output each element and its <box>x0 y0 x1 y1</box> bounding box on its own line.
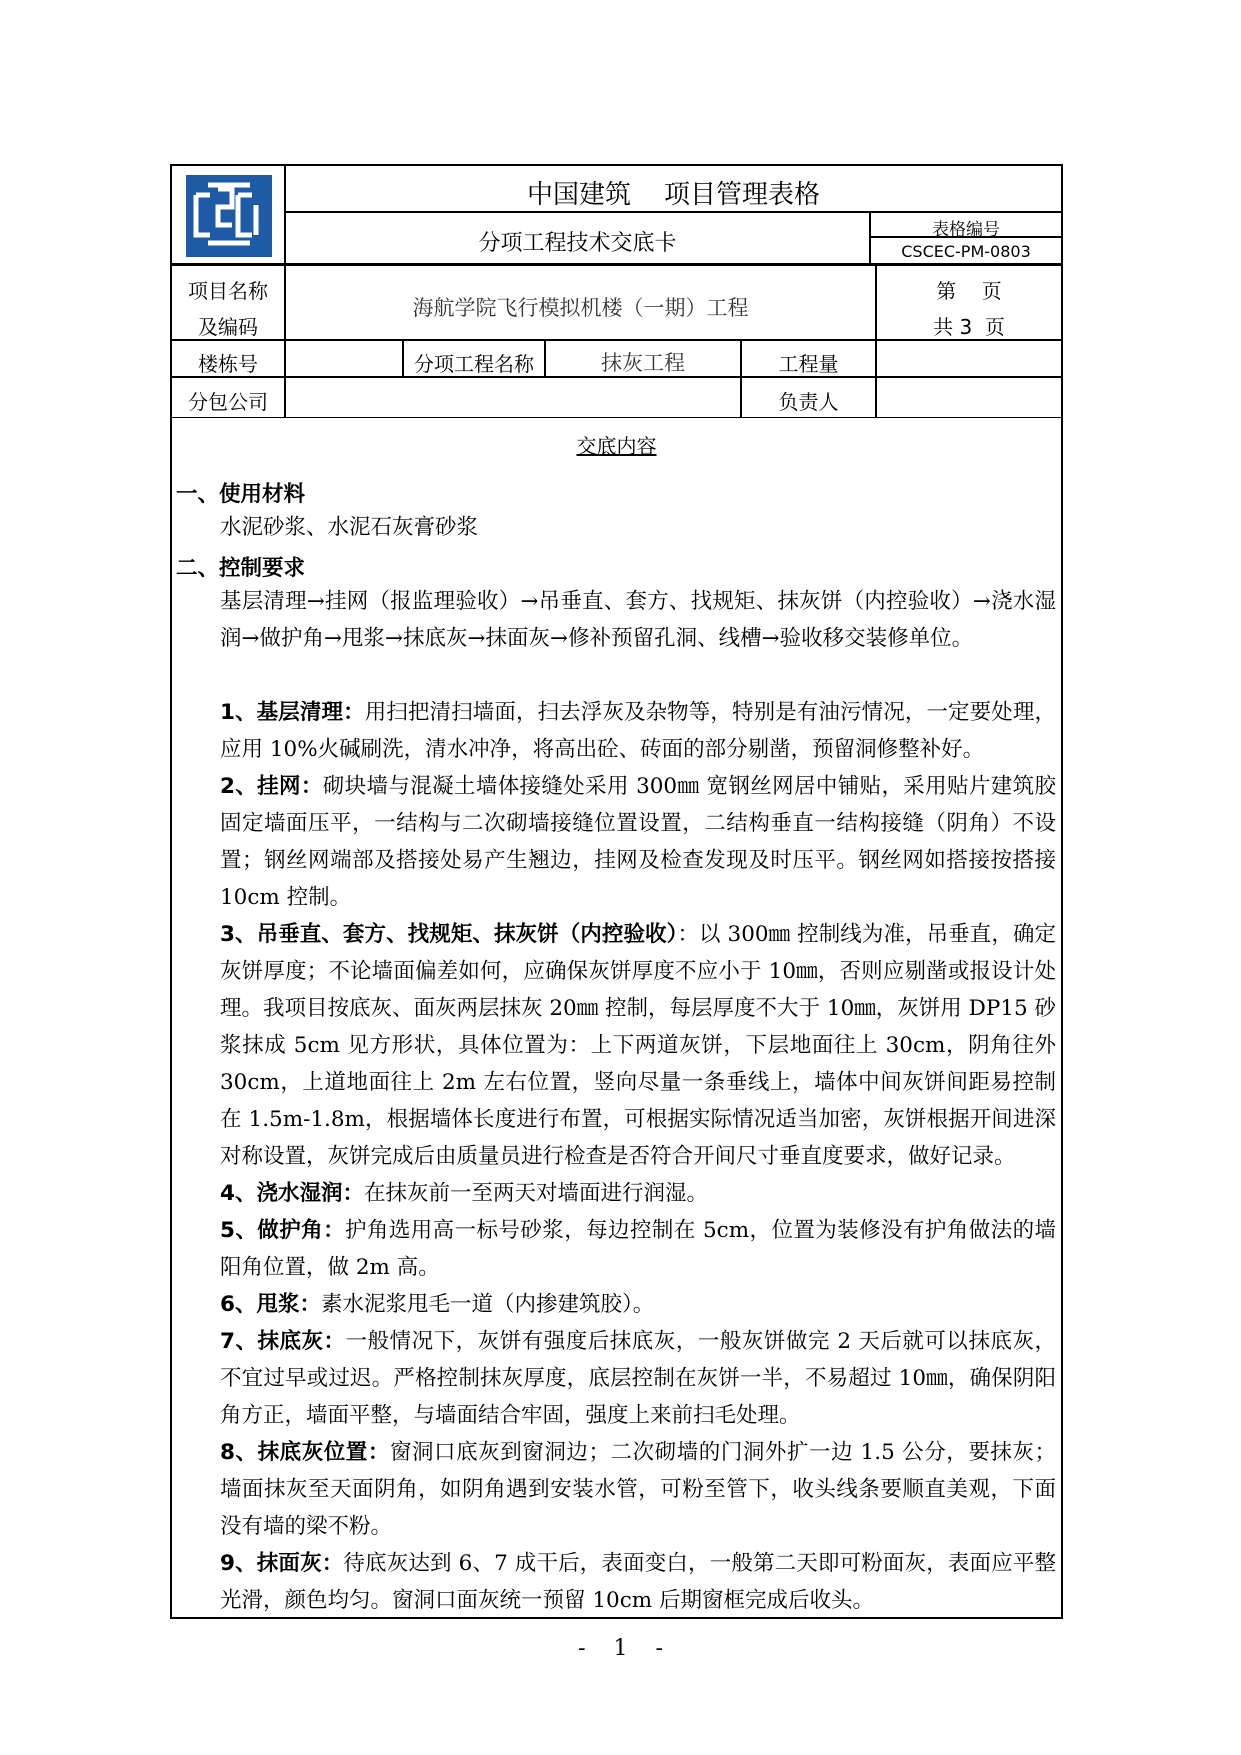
subcontractor-label-cell <box>170 376 286 418</box>
item-5 <box>176 1212 1056 1286</box>
section-1-text <box>176 509 1056 546</box>
page-line-1: 第 页 <box>936 279 1002 303</box>
item-8-title: 8、抹底灰位置： <box>220 1440 390 1465</box>
project-label-cell <box>170 265 286 341</box>
page-count-cell <box>875 265 1063 341</box>
section-2-title: 二、控制要求 <box>176 556 306 581</box>
form-name-cell <box>284 211 871 265</box>
quantity-label-cell <box>740 339 877 378</box>
item-5-text: 护角选用高一标号砂浆，每边控制在 5cm，位置为装修没有护角做法的墙阳角位置，做 2m 高。 <box>220 1218 1056 1280</box>
item-9-title: 9、抹面灰： <box>220 1551 344 1576</box>
subcontractor-value-cell <box>284 376 742 418</box>
item-1-text: 用扫把清扫墙面，扫去浮灰及杂物等，特别是有油污情况，一定要处理，应用 10%火碱刷洗，清水冲净，将高出砼、砖面的部分剔凿，预留洞修整补好。 <box>220 700 1056 762</box>
item-8 <box>176 1434 1056 1545</box>
process-flow-text: 基层清理→挂网（报监理验收）→吊垂直、套方、找规矩、抹灰饼（内控验收）→浇水湿润→做护角→甩浆→抹底灰→抹面灰→修补预留孔洞、线槽→验收移交装修单位。 <box>220 589 1056 651</box>
item-4-title: 4、浇水湿润： <box>220 1181 364 1206</box>
project-value: 海航学院飞行模拟机楼（一期）工程 <box>412 296 749 320</box>
item-4 <box>176 1175 1056 1212</box>
logo-cell <box>170 164 286 265</box>
item-6-title: 6、甩浆： <box>220 1292 321 1317</box>
item-6-text: 素水泥浆甩毛一道（内掺建筑胶）。 <box>320 1292 655 1317</box>
project-label-2: 及编码 <box>198 315 258 339</box>
item-2-text: 砌块墙与混凝土墙体接缝处采用 300㎜ 宽钢丝网居中铺贴，采用贴片建筑胶固定墙面压平，一结构与二次砌墙接缝位置设置，二结构垂直一结构接缝（阴角）不设置；钢丝网端部及搭接处易产生翘边，挂网及检查发现及时压平。钢丝网如搭接按搭接 10cm 控制。 <box>220 774 1056 910</box>
project-value-cell <box>284 265 877 341</box>
cscec-logo <box>186 175 272 257</box>
building-value-cell <box>284 339 404 378</box>
responsible-label-cell <box>740 376 877 418</box>
page-number: - 1 - <box>578 1636 663 1661</box>
company-title-cell <box>284 164 1063 213</box>
responsible-label: 负责人 <box>778 390 839 414</box>
subitem-value: 抹灰工程 <box>601 351 685 375</box>
form-no-label-cell <box>869 211 1063 238</box>
section-1-title: 一、使用材料 <box>176 482 306 507</box>
form-no-cell <box>869 236 1063 265</box>
building-label: 楼栋号 <box>198 352 258 376</box>
subitem-label: 分项工程名称 <box>414 352 534 376</box>
content-title: 交底内容 <box>576 434 657 458</box>
project-label-1: 项目名称 <box>188 279 268 303</box>
item-8-text: 窗洞口底灰到窗洞边；二次砌墙的门洞外扩一边 1.5 公分，要抹灰；墙面抹灰至天面阴角，如阴角遇到安装水管，可粉至管下，收头线条要顺直美观，下面没有墙的梁不粉。 <box>220 1440 1056 1539</box>
item-1-title: 1、基层清理： <box>220 700 365 725</box>
page-line-2: 共 3 页 <box>933 315 1005 339</box>
item-3 <box>176 916 1056 1175</box>
quantity-value-cell <box>875 339 1063 378</box>
item-9-text: 待底灰达到 6、7 成干后，表面变白，一般第二天即可粉面灰，表面应平整光滑，颜色均匀。窗洞口面灰统一预留 10cm 后期窗框完成后收头。 <box>220 1551 1056 1613</box>
item-2-title: 2、挂网： <box>220 774 323 799</box>
building-label-cell <box>170 339 286 378</box>
subcontractor-label: 分包公司 <box>188 390 268 414</box>
process-flow <box>176 583 1056 657</box>
company-title: 中国建筑 项目管理表格 <box>526 180 821 210</box>
item-9 <box>176 1545 1056 1619</box>
item-7-title: 7、抹底灰： <box>220 1329 346 1354</box>
form-no-label: 表格编号 <box>932 220 1000 240</box>
item-6 <box>176 1286 1056 1323</box>
item-3-text: ：以 300㎜ 控制线为准，吊垂直，确定灰饼厚度；不论墙面偏差如何，应确保灰饼厚度不应小于 10㎜，否则应剔凿或报设计处理。我项目按底灰、面灰两层抹灰 20㎜ 控制，每层厚度不大于 10㎜，灰饼用 DP15 砂浆抹成 5cm 见方形状，具体位置为：上下两道灰饼，下层地面往上 30cm，阴角往外 30cm，上道地面往上 2m 左右位置，竖向尽量一条垂线上，墙体中间灰饼间距易控制在 1.5m-1.8m，根据墙体长度进行布置，可根据实际情况适当加密，灰饼根据开间进深对称设置，灰饼完成后由质量员进行检查是否符合开间尺寸垂直度要求，做好记录。 <box>220 922 1056 1169</box>
item-3-title: 3、吊垂直、套方、找规矩、抹灰饼（内控验收） <box>220 922 678 947</box>
quantity-label: 工程量 <box>778 352 839 376</box>
subitem-value-cell <box>544 339 742 378</box>
item-5-title: 5、做护角： <box>220 1218 345 1243</box>
subitem-label-cell <box>402 339 546 378</box>
materials-text: 水泥砂浆、水泥石灰膏砂浆 <box>220 515 479 540</box>
item-4-text: 在抹灰前一至两天对墙面进行润湿。 <box>363 1181 708 1206</box>
responsible-value-cell <box>875 376 1063 418</box>
item-2 <box>176 768 1056 916</box>
item-7 <box>176 1323 1056 1434</box>
form-name: 分项工程技术交底卡 <box>478 231 677 256</box>
item-1 <box>176 694 1056 768</box>
item-7-text: 一般情况下，灰饼有强度后抹底灰，一般灰饼做完 2 天后就可以抹底灰，不宜过早或过迟。严格控制抹灰厚度，底层控制在灰饼一半，不易超过 10㎜，确保阴阳角方正，墙面平整，与墙面结合牢固，强度上来前扫毛处理。 <box>220 1329 1056 1428</box>
form-no: CSCEC-PM-0803 <box>901 242 1031 261</box>
